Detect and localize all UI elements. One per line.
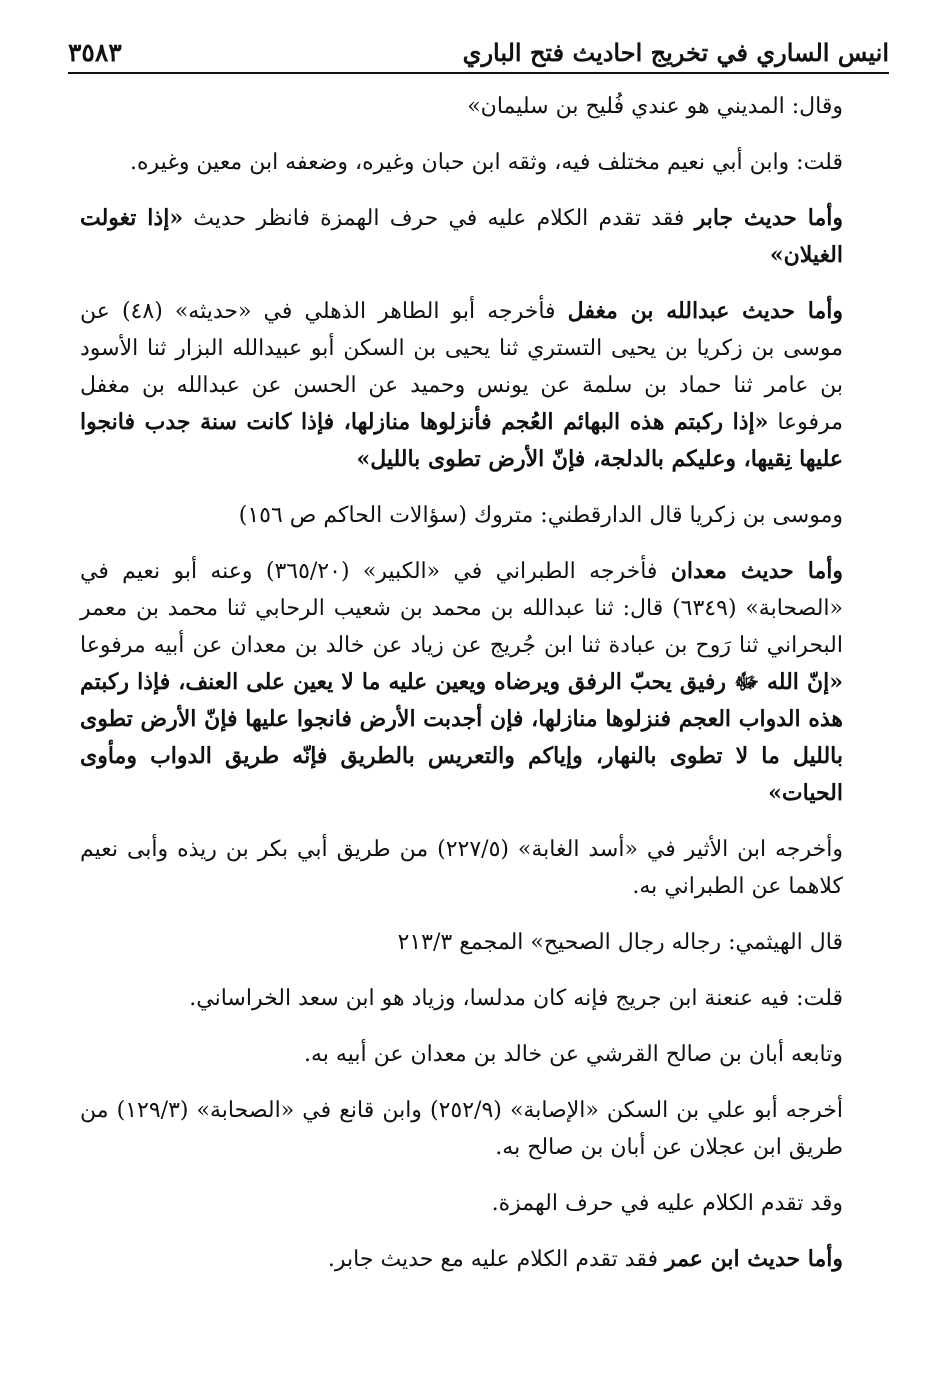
- body-text: وقال: المديني هو عندي فُليح بن سليمان»: [467, 94, 843, 119]
- paragraph-p11: [80, 1092, 889, 1166]
- bold-text: «إنّ الله ﷻ رفيق يحبّ الرفق ويرضاه ويعين عليه ما لا يعين على العنف، فإذا ركبتم هذه الدواب العجم فنزلوها منازلها، فإن أجدبت الأرض فانجوا عليها فإنّ الأرض تطوى بالليل ما لا تطوى بالنهار، وإياكم والتعريس بالطريق فإنّه طريق الدواب ومأوى الحيات»: [80, 669, 843, 806]
- paragraph-p10: [80, 1036, 889, 1073]
- paragraph-p13: [80, 1241, 889, 1278]
- body-text: وموسى بن زكريا قال الدارقطني: متروك (سؤالات الحاكم ص ١٥٦): [238, 503, 843, 528]
- paragraph-p1: [80, 88, 889, 125]
- body-text: وقد تقدم الكلام عليه في حرف الهمزة.: [491, 1191, 843, 1216]
- paragraph-p6: [80, 553, 889, 812]
- body-text: وتابعه أبان بن صالح القرشي عن خالد بن معدان عن أبيه به.: [304, 1042, 843, 1067]
- bold-text: وأما حديث جابر: [694, 205, 844, 231]
- page-header: [68, 30, 889, 74]
- body-text: فقد تقدم الكلام عليه في حرف الهمزة فانظر حديث: [183, 206, 695, 231]
- body-text: فقد تقدم الكلام عليه مع حديث جابر.: [327, 1247, 665, 1272]
- body-text: فأخرجه أبو الطاهر الذهلي في «حديثه» (٤٨) عن موسى بن زكريا بن يحيى التستري ثنا يحيى بن السكن أبو عبيدالله البزار ثنا الأسود بن عامر ثنا حماد بن سلمة عن يونس وحميد عن الحسن عن عبدالله بن مغفل مرفوعا: [80, 299, 843, 435]
- paragraph-p5: [80, 497, 889, 534]
- paragraph-p9: [80, 980, 889, 1017]
- paragraph-p7: [80, 831, 889, 905]
- body-text: وأخرجه ابن الأثير في «أسد الغابة» (٢٢٧/٥) من طريق أبي بكر بن ريذه وأبى نعيم كلاهما عن الطبراني به.: [80, 837, 843, 899]
- bold-text: وأما حديث ابن عمر: [664, 1246, 843, 1272]
- paragraph-p8: [80, 924, 889, 961]
- body-text: قال الهيثمي: رجاله رجال الصحيح» المجمع ٢١٣/٣: [397, 930, 843, 955]
- paragraph-p2: [80, 144, 889, 181]
- page-number: ٣٥٨٣: [68, 38, 122, 67]
- paragraph-p3: [80, 200, 889, 274]
- bold-text: «إذا تغولت الغيلان»: [80, 205, 843, 268]
- body-text: فأخرجه الطبراني في «الكبير» (٣٦٥/٢٠) وعنه أبو نعيم في «الصحابة» (٦٣٤٩) قال: ثنا عبدالله بن محمد بن شعيب الرحابي ثنا محمد بن معمر البحراني ثنا رَوح بن عبادة ثنا ابن جُريج عن زياد عن خالد بن معدان عن أبيه مرفوعا: [80, 559, 843, 658]
- page-body: [80, 88, 889, 1297]
- body-text: أخرجه أبو علي بن السكن «الإصابة» (٢٥٢/٩) وابن قانع في «الصحابة» (١٢٩/٣) من طريق ابن عجلان عن أبان بن صالح به.: [80, 1098, 844, 1160]
- body-text: قلت: وابن أبي نعيم مختلف فيه، وثقه ابن حبان وغيره، وضعفه ابن معين وغيره.: [130, 150, 843, 175]
- body-text: قلت: فيه عنعنة ابن جريج فإنه كان مدلسا، وزياد هو ابن سعد الخراساني.: [189, 986, 843, 1011]
- bold-text: وأما حديث معدان: [670, 558, 843, 584]
- bold-text: «إذا ركبتم هذه البهائم العُجم فأنزلوها منازلها، فإذا كانت سنة جدب فانجوا عليها نِقيها، وعليكم بالدلجة، فإنّ الأرض تطوى بالليل»: [80, 409, 843, 472]
- paragraph-p12: [80, 1185, 889, 1222]
- bold-text: وأما حديث عبدالله بن مغفل: [567, 298, 844, 324]
- book-title: انيس الساري في تخريج احاديث فتح الباري: [462, 38, 889, 67]
- paragraph-p4: [80, 293, 889, 478]
